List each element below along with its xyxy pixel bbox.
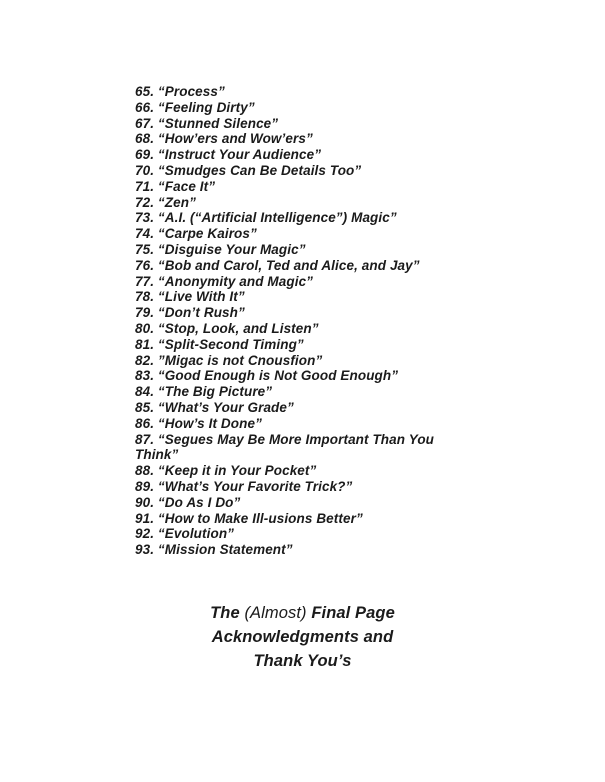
toc-item-number: 85. [135,399,158,415]
toc-item [135,210,445,226]
toc-item-number: 80. [135,320,158,336]
toc-item-number: 93. [135,542,158,558]
toc-item-title: “Split-Second Timing” [157,336,304,352]
toc-item-title: “Process” [157,84,225,99]
toc-item-title: “Disguise Your Magic” [157,241,306,257]
toc-item-title: “Do As I Do” [157,494,241,510]
toc-item-title: “Don’t Rush” [157,305,245,321]
toc-item-title: “The Big Picture” [157,384,273,400]
toc-item [135,368,445,384]
toc-item [135,511,445,527]
toc-item-number: 78. [135,289,158,305]
toc-item-number: 89. [135,478,158,494]
toc-item-number: 81. [135,336,158,352]
toc-item [135,305,445,321]
toc-item-number: 83. [135,368,158,384]
toc-item [135,163,445,179]
toc-item-title: “Mission Statement” [157,542,293,558]
toc-item-number: 76. [135,257,158,273]
toc-item-number: 82. [135,352,158,368]
toc-item-title: “Feeling Dirty” [157,99,255,115]
toc-item-title: “What’s Your Grade” [157,399,294,415]
footer-heading-line1-regular: (Almost) [244,604,307,622]
toc-item-title: “How’s It Done” [157,415,262,431]
toc-item-number: 77. [135,273,158,289]
toc-item [135,400,445,416]
toc-item-title: “Stop, Look, and Listen” [157,320,319,336]
toc-item-number: 91. [135,510,158,526]
toc-item [135,495,445,511]
toc-item [135,258,445,274]
toc-item-number: 86. [135,415,158,431]
toc-item [135,147,445,163]
toc-item-title: “Carpe Kairos” [157,226,257,242]
toc-item-title: “Instruct Your Audience” [157,147,322,163]
toc-item-title: “Zen” [157,194,196,210]
toc-item-title: “Keep it in Your Pocket” [157,463,317,479]
toc-item [135,131,445,147]
toc-item-number: 72. [135,194,158,210]
toc-item-title: “Evolution” [157,526,235,542]
toc-item [135,337,445,353]
toc-item-title: “How’ers and Wow’ers” [157,131,313,147]
toc-item-number: 66. [135,99,158,115]
toc-item-title: “Smudges Can Be Details Too” [157,162,362,178]
toc-item-title: “Segues May Be More Important Than You Think” [135,431,435,463]
toc-item [135,384,445,400]
toc-item-number: 68. [135,131,158,147]
toc-item [135,432,445,464]
toc-item-number: 67. [135,115,158,131]
toc-item [135,274,445,290]
footer-heading-line1-bold-suffix: Final Page [306,604,395,622]
toc-item-title: “Live With It” [157,289,245,305]
toc-item [135,479,445,495]
toc-item-number: 75. [135,241,158,257]
toc-item [135,242,445,258]
toc-item [135,416,445,432]
toc-item-title: “A.I. (“Artificial Intelligence”) Magic” [157,210,397,226]
toc-item-number: 73. [135,210,158,226]
footer-heading-line1-bold-prefix: The [210,604,245,622]
toc-item [135,289,445,305]
toc-item [135,179,445,195]
toc-item-number: 74. [135,226,158,242]
toc-item-title: “Face It” [157,178,216,194]
toc-item-number: 92. [135,526,158,542]
toc-item-number: 69. [135,147,158,163]
toc-item [135,542,445,558]
toc-item [135,195,445,211]
toc-item-title: “Good Enough is Not Good Enough” [157,368,399,384]
toc-item-number: 79. [135,305,158,321]
toc-item [135,463,445,479]
toc-item-title: “Stunned Silence” [157,115,279,131]
toc-item [135,116,445,132]
footer-heading-line-1 [0,601,605,625]
toc-item [135,84,445,100]
footer-heading-line-2: Acknowledgments and [211,628,394,646]
toc-item [135,321,445,337]
toc-item-title: “What’s Your Favorite Trick?” [157,478,353,494]
footer-heading-line-3: Thank You’s [253,652,352,670]
toc-item-number: 88. [135,463,158,479]
toc-item [135,353,445,369]
toc-item [135,526,445,542]
toc-item-number: 84. [135,384,158,400]
toc-item-number: 87. [135,431,158,447]
toc-item-title: “Anonymity and Magic” [157,273,314,289]
toc-item [135,100,445,116]
toc-item-title: “How to Make Ill-usions Better” [157,510,363,526]
footer-heading [0,601,605,673]
toc-item-number: 71. [135,178,158,194]
toc-item [135,226,445,242]
toc-item-number: 65. [135,84,158,99]
toc-item-number: 70. [135,162,158,178]
toc-item-title: ”Migac is not Cnousfion” [157,352,323,368]
toc-item-number: 90. [135,494,158,510]
toc-item-title: “Bob and Carol, Ted and Alice, and Jay” [157,257,420,273]
toc-list [135,84,445,558]
